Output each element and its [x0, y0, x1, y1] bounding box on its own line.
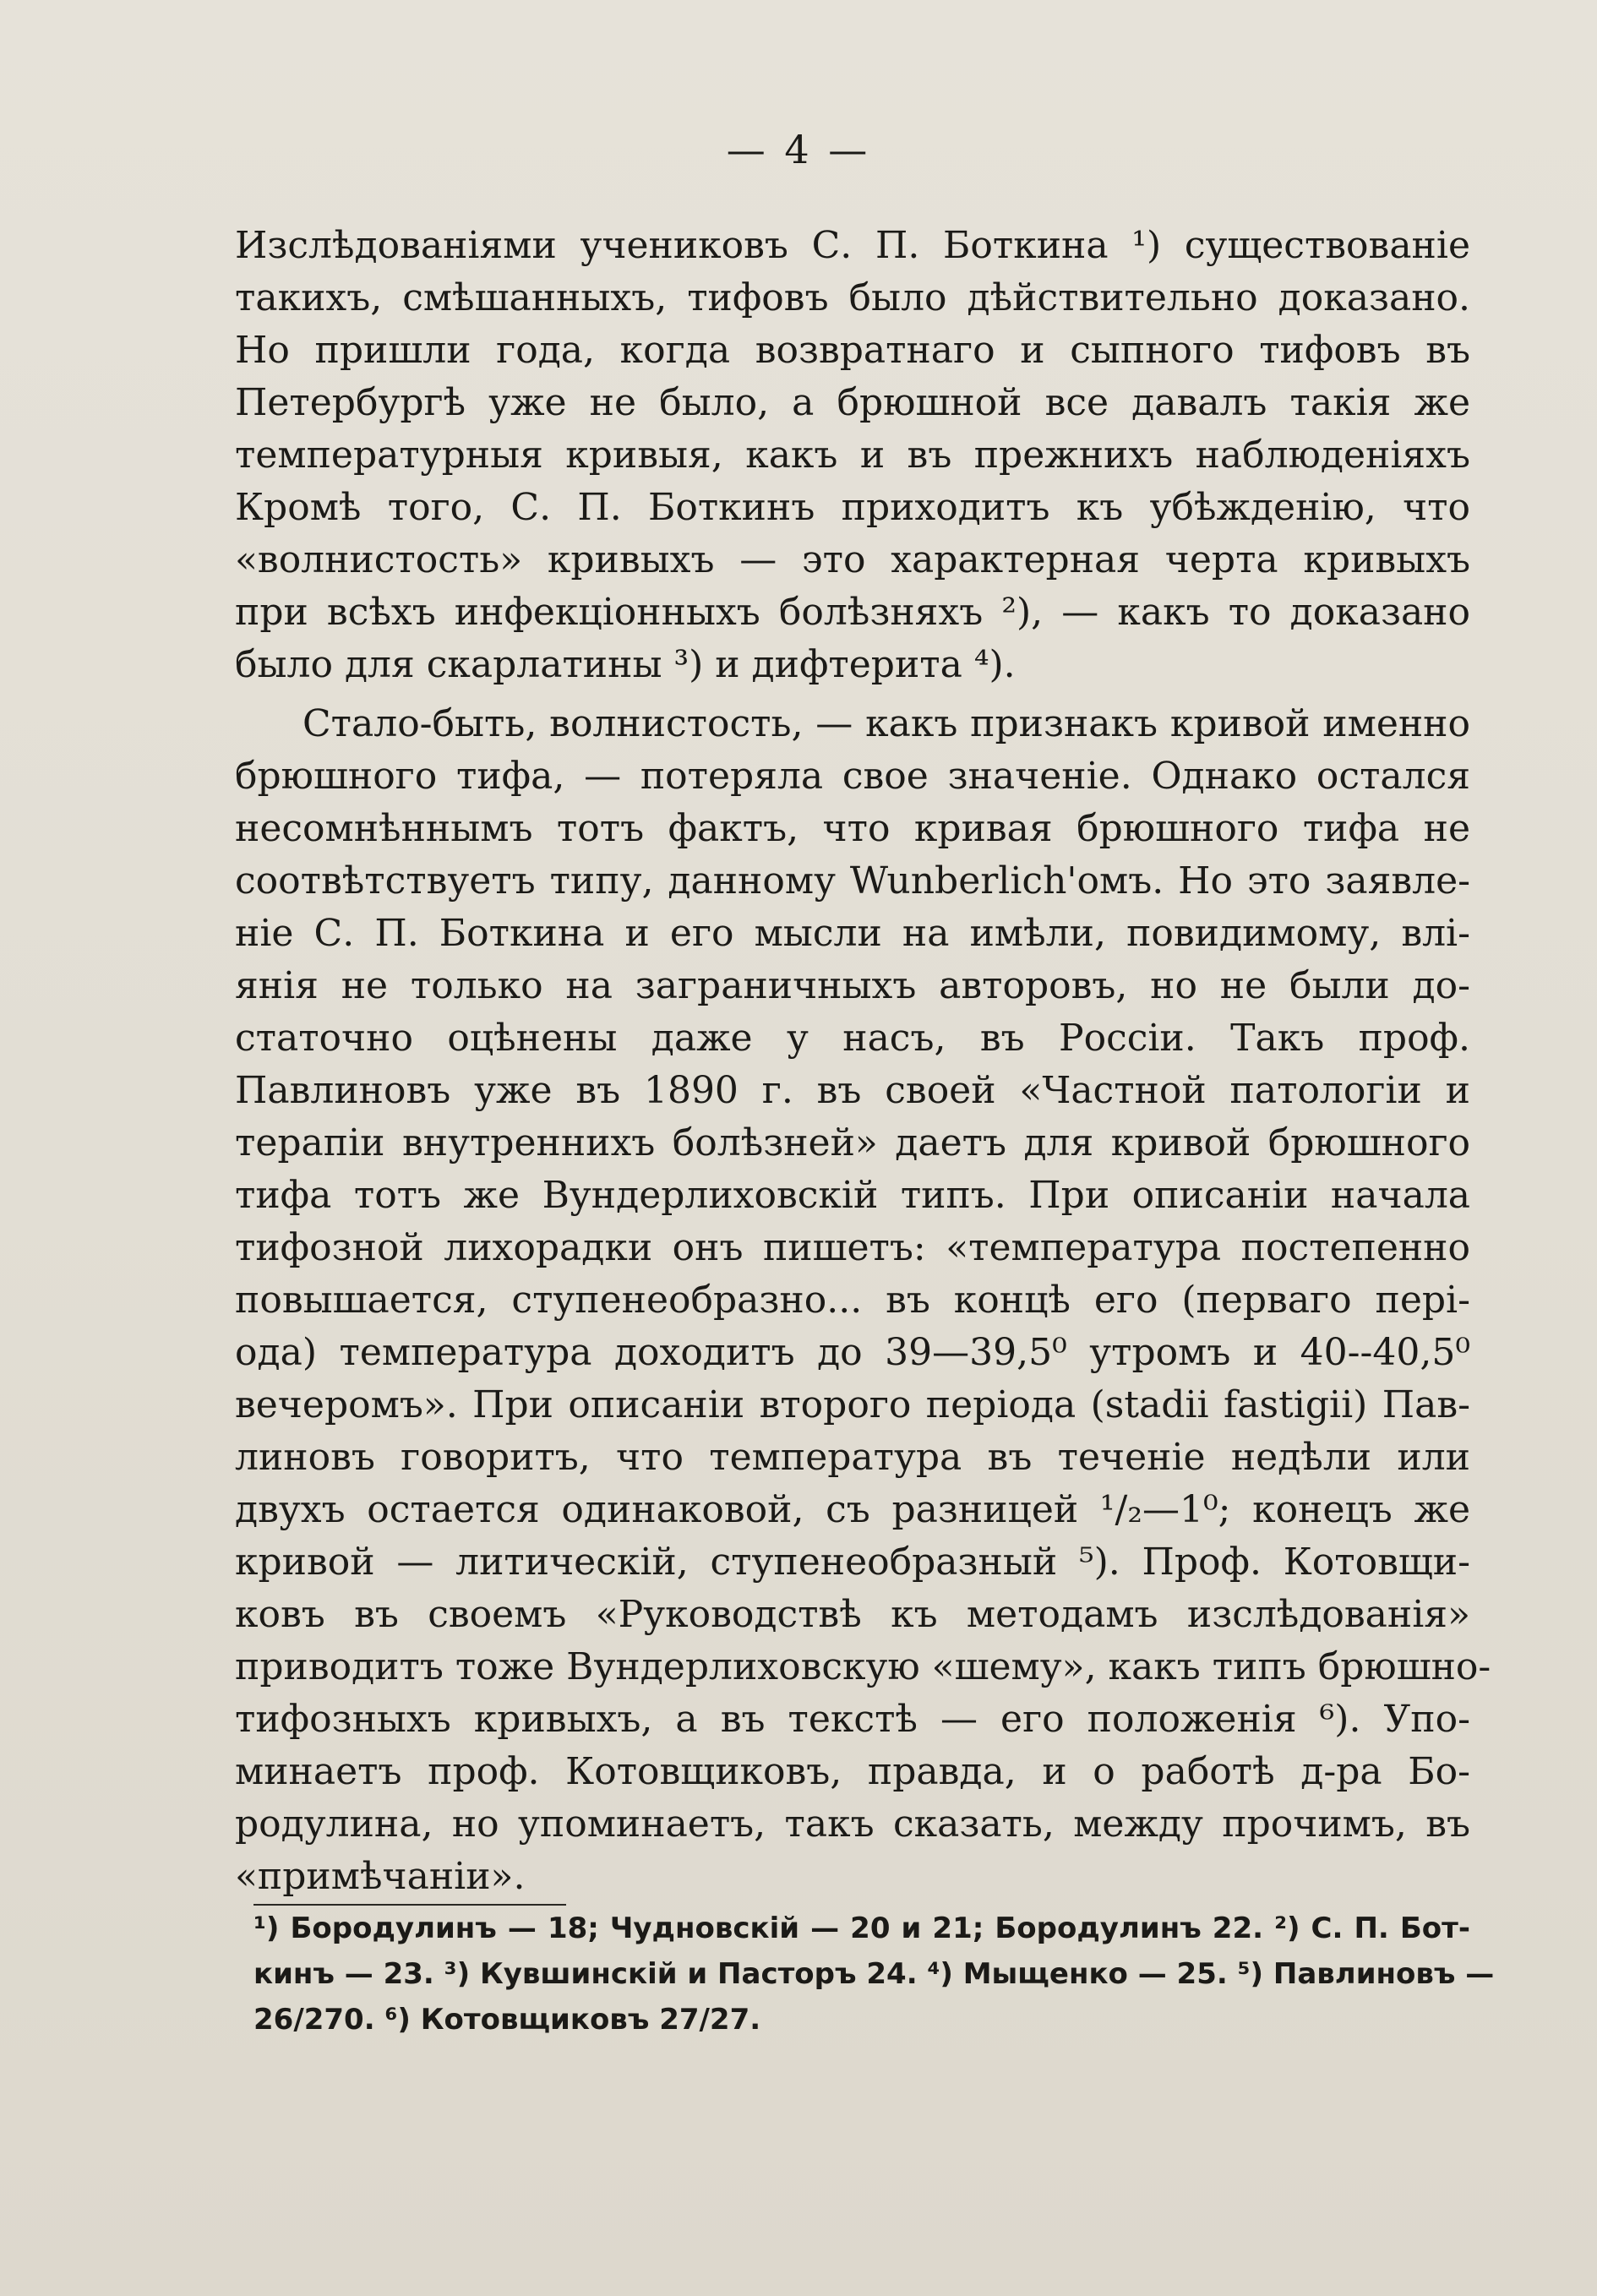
text-line: двухъ остается одинаковой, съ разницей ¹/₂—1⁰; конецъ же [235, 1488, 1470, 1531]
paragraph-2 [235, 698, 1491, 1903]
text-line: статочно оцѣнены даже у насъ, въ Россіи. Такъ проф. [235, 1017, 1470, 1060]
body-text [235, 220, 1491, 1903]
text-line: при всѣхъ инфекціонныхъ болѣзняхъ ²), — какъ то доказано [235, 591, 1470, 634]
text-line: Изслѣдованіями учениковъ С. П. Боткина ¹) существованіе [235, 224, 1470, 267]
footnote-line: 26/270. ⁶) Котовщиковъ 27/27. [253, 2003, 761, 2037]
text-line: «примѣчаніи». [235, 1855, 526, 1898]
footnote-line: ¹) Бородулинъ — 18; Чудновскій — 20 и 21; Бородулинъ 22. ²) С. П. Бот- [253, 1912, 1470, 1945]
text-line: ковъ въ своемъ «Руководствѣ къ методамъ изслѣдованія» [235, 1593, 1470, 1636]
text-line: терапіи внутреннихъ болѣзней» даетъ для кривой брюшного [235, 1121, 1470, 1164]
text-line: линовъ говоритъ, что температура въ теченіе недѣли или [235, 1436, 1470, 1479]
text-line: ніе С. П. Боткина и его мысли на имѣли, повидимому, влі- [235, 912, 1470, 955]
text-line: родулина, но упоминаетъ, такъ сказать, между прочимъ, въ [235, 1802, 1470, 1846]
text-line: минаетъ проф. Котовщиковъ, правда, и о работѣ д-ра Бо- [235, 1750, 1470, 1793]
text-line: вечеромъ». При описаніи второго періода (stadii fastigii) Пав- [235, 1383, 1470, 1426]
text-line: повышается, ступенеобразно... въ концѣ его (перваго пері- [235, 1279, 1470, 1322]
text-line: приводитъ тоже Вундерлиховскую «шему», какъ типъ брюшно- [235, 1645, 1491, 1688]
text-line: брюшного тифа, — потеряла свое значеніе. Однако остался [235, 755, 1470, 798]
paragraph-1 [235, 220, 1470, 691]
text-line: Павлиновъ уже въ 1890 г. въ своей «Частной патологіи и [235, 1069, 1470, 1112]
text-line: «волнистость» кривыхъ — это характерная черта кривыхъ [235, 538, 1470, 581]
text-line: несомнѣннымъ тотъ фактъ, что кривая брюшного тифа не [235, 807, 1470, 850]
text-line: янія не только на заграничныхъ авторовъ, но не были до- [235, 964, 1470, 1007]
text-line: тифа тотъ же Вундерлиховскій типъ. При описаніи начала [235, 1174, 1470, 1217]
text-line: Стало-быть, волнистость, — какъ признакъ кривой именно [303, 702, 1470, 745]
text-line: было для скарлатины ³) и дифтерита ⁴). [235, 643, 1016, 686]
text-line: соотвѣтствуетъ типу, данному Wunberlich'омъ. Но это заявле- [235, 859, 1470, 903]
text-line: Но пришли года, когда возвратнаго и сыпного тифовъ въ [235, 329, 1470, 372]
text-line: тифозной лихорадки онъ пишетъ: «температура постепенно [235, 1226, 1470, 1269]
text-line: ода) температура доходитъ до 39—39,5⁰ утромъ и 40--40,5⁰ [235, 1331, 1470, 1374]
text-line: Петербургѣ уже не было, а брюшной все давалъ такія же [235, 381, 1470, 424]
footnote-line: кинъ — 23. ³) Кувшинскій и Пасторъ 24. ⁴) Мыщенко — 25. ⁵) Павлиновъ — [253, 1957, 1495, 1991]
page-number: — 4 — [726, 127, 871, 172]
text-line: Кромѣ того, С. П. Боткинъ приходитъ къ убѣжденію, что [235, 486, 1470, 529]
text-line: тифозныхъ кривыхъ, а въ текстѣ — его положенія ⁶). Упо- [235, 1698, 1470, 1741]
text-line: кривой — литическій, ступенеобразный ⁵). Проф. Котовщи- [235, 1541, 1470, 1584]
text-line: температурныя кривыя, какъ и въ прежнихъ наблюденіяхъ [235, 434, 1470, 477]
footnotes [253, 1906, 1495, 2042]
text-line: такихъ, смѣшанныхъ, тифовъ было дѣйствительно доказано. [235, 276, 1470, 319]
